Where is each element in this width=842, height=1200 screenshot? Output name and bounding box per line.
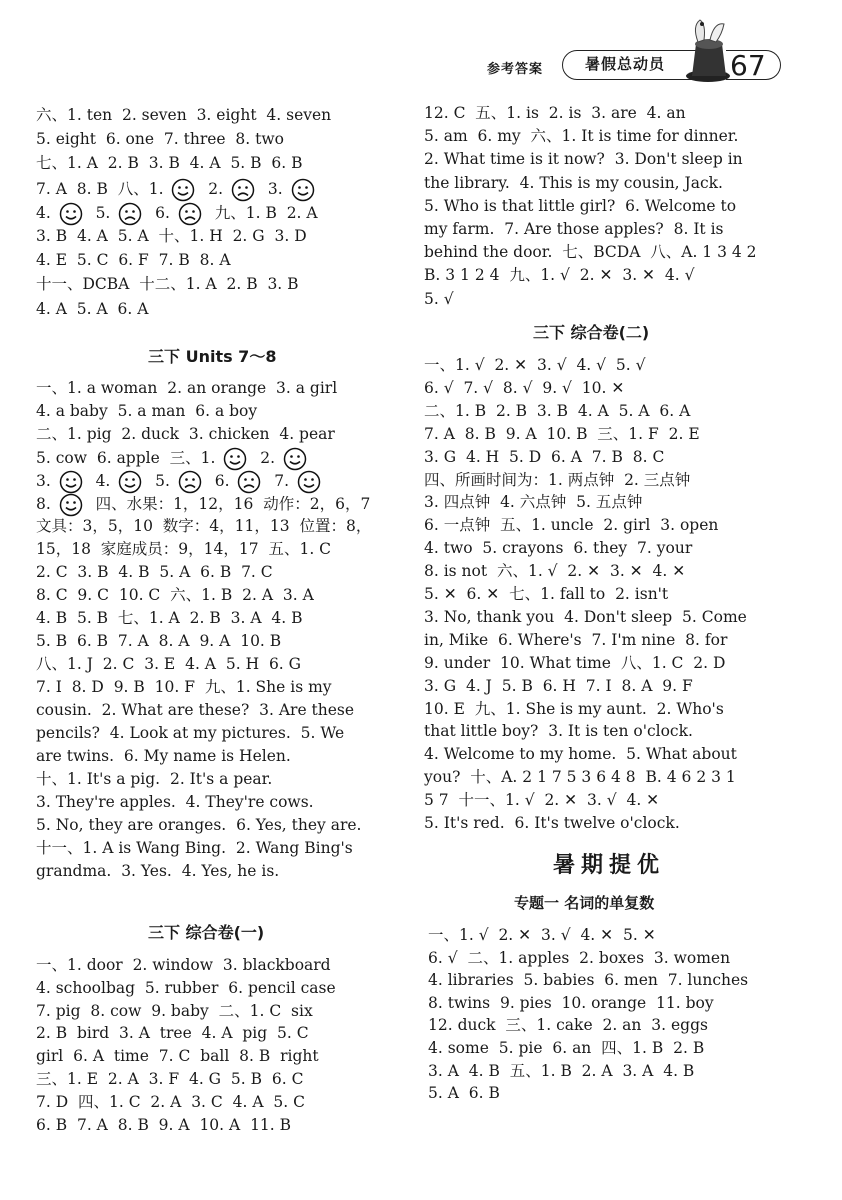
answer-line: 十一、DCBA 十二、1. A 2. B 3. B xyxy=(36,275,299,294)
answer-text: 8. xyxy=(36,495,56,513)
frown-face-icon xyxy=(178,202,202,226)
smiley-face-icon xyxy=(283,447,307,471)
answer-line: 3. G 4. J 5. B 6. H 7. I 8. A 9. F xyxy=(424,676,693,695)
smiley-face-icon xyxy=(59,493,83,517)
answer-line: 5. Who is that little girl? 6. Welcome to xyxy=(424,196,737,215)
answer-line: are twins. 6. My name is Helen. xyxy=(36,747,291,765)
answer-text: 2. xyxy=(198,179,229,198)
answer-line: 5. ✕ 6. ✕ 七、1. fall to 2. isn't xyxy=(424,585,669,603)
smiley-face-icon xyxy=(59,202,83,226)
section-title-summer: 暑期提优 xyxy=(553,853,666,878)
answer-line: 15，18 家庭成员：9，14，17 五、1. C xyxy=(36,540,332,558)
answer-text: 5. xyxy=(145,472,175,490)
answer-line: 6. 一点钟 五、1. uncle 2. girl 3. open xyxy=(424,516,719,535)
header-label: 参考答案 xyxy=(487,62,544,77)
section-title-exam-1: 三下 综合卷(一) xyxy=(148,923,265,942)
answer-line: 8. C 9. C 10. C 六、1. B 2. A 3. A xyxy=(36,586,314,604)
page-number: 67 xyxy=(726,50,781,80)
answer-line: behind the door. 七、BCDA 八、A. 1 3 4 2 xyxy=(424,243,757,262)
answer-line: 5. A 6. B xyxy=(428,1084,500,1103)
answer-line: my farm. 7. Are those apples? 8. It is xyxy=(424,220,724,238)
answer-line xyxy=(36,178,318,202)
answer-line: 4. A 5. A 6. A xyxy=(36,299,149,318)
answer-text: 5. xyxy=(85,203,116,222)
answer-line: 3. A 4. B 五、1. B 2. A 3. A 4. B xyxy=(428,1061,695,1080)
answer-line: 3. No, thank you 4. Don't sleep 5. Come xyxy=(424,607,747,626)
answer-line: 2. C 3. B 4. B 5. A 6. B 7. C xyxy=(36,563,273,581)
answer-line: 4. a baby 5. a man 6. a boy xyxy=(36,402,258,420)
answer-line: 8. twins 9. pies 10. orange 11. boy xyxy=(428,993,714,1012)
answer-line: 4. some 5. pie 6. an 四、1. B 2. B xyxy=(428,1039,705,1057)
section-title-units-7-8: 三下 Units 7～8 xyxy=(148,347,277,366)
answer-line xyxy=(36,447,310,471)
smiley-face-icon xyxy=(223,447,247,471)
answer-line: 7. I 8. D 9. B 10. F 九、1. She is my xyxy=(36,678,332,696)
answer-line: 2. What time is it now? 3. Don't sleep in xyxy=(424,150,743,169)
answer-line xyxy=(36,202,318,226)
answer-line: 4. Welcome to my home. 5. What about xyxy=(424,745,737,764)
answer-line xyxy=(36,470,324,494)
frown-face-icon xyxy=(231,178,255,202)
answer-line: cousin. 2. What are these? 3. Are these xyxy=(36,701,355,719)
answer-line xyxy=(36,493,370,517)
answer-line: 一、1. door 2. window 3. blackboard xyxy=(36,956,331,974)
answer-line: 二、1. B 2. B 3. B 4. A 5. A 6. A xyxy=(424,401,691,420)
answer-text: 4. xyxy=(85,472,116,490)
answer-line: 6. B 7. A 8. B 9. A 10. A 11. B xyxy=(36,1115,292,1134)
answer-line: the library. 4. This is my cousin, Jack. xyxy=(424,173,723,192)
smiley-face-icon xyxy=(118,470,142,494)
answer-line: pencils? 4. Look at my pictures. 5. We xyxy=(36,724,345,742)
answer-line: girl 6. A time 7. C ball 8. B right xyxy=(36,1047,319,1066)
answer-line: 7. A 8. B 9. A 10. B 三、1. F 2. E xyxy=(424,424,700,443)
answer-line: 3. G 4. H 5. D 6. A 7. B 8. C xyxy=(424,447,665,466)
answer-line: 12. duck 三、1. cake 2. an 3. eggs xyxy=(428,1016,708,1035)
smiley-face-icon xyxy=(59,470,83,494)
answer-text: 2. xyxy=(250,449,280,467)
answer-line: 十一、1. A is Wang Bing. 2. Wang Bing's xyxy=(36,839,353,857)
answer-line: 十、1. It's a pig. 2. It's a pear. xyxy=(36,770,273,788)
answer-line: 四、所画时间为：1. 两点钟 2. 三点钟 xyxy=(424,470,691,489)
answer-line: 4. two 5. crayons 6. they 7. your xyxy=(424,539,693,558)
answer-line: 4. schoolbag 5. rubber 6. pencil case xyxy=(36,978,336,997)
answer-text: 3. xyxy=(36,472,56,490)
answer-line: 5. am 6. my 六、1. It is time for dinner. xyxy=(424,127,739,146)
smiley-face-icon xyxy=(291,178,315,202)
answer-line: 八、1. J 2. C 3. E 4. A 5. H 6. G xyxy=(36,655,302,673)
answer-line: 七、1. A 2. B 3. B 4. A 5. B 6. B xyxy=(36,154,303,173)
answer-line: 8. is not 六、1. √ 2. ✕ 3. ✕ 4. ✕ xyxy=(424,562,686,581)
smiley-face-icon xyxy=(297,470,321,494)
answer-line: 7. D 四、1. C 2. A 3. C 4. A 5. C xyxy=(36,1092,305,1111)
smiley-face-icon xyxy=(171,178,195,202)
answer-line: 一、1. √ 2. ✕ 3. √ 4. ✕ 5. ✕ xyxy=(428,926,656,944)
section-title-topic-1: 专题一 名词的单复数 xyxy=(514,894,655,912)
answer-line: 4. B 5. B 七、1. A 2. B 3. A 4. B xyxy=(36,609,303,627)
answer-line: 3. 四点钟 4. 六点钟 5. 五点钟 xyxy=(424,493,643,512)
frown-face-icon xyxy=(118,202,142,226)
answer-line: 4. E 5. C 6. F 7. B 8. A xyxy=(36,251,231,270)
answer-line: 10. E 九、1. She is my aunt. 2. Who's xyxy=(424,699,724,718)
answer-line: 3. They're apples. 4. They're cows. xyxy=(36,793,314,811)
answer-line: 5. It's red. 6. It's twelve o'clock. xyxy=(424,814,680,832)
answer-line: 9. under 10. What time 八、1. C 2. D xyxy=(424,653,726,672)
answer-line: B. 3 1 2 4 九、1. √ 2. ✕ 3. ✕ 4. √ xyxy=(424,266,695,285)
frown-face-icon xyxy=(237,470,261,494)
answer-line: 2. B bird 3. A tree 4. A pig 5. C xyxy=(36,1024,309,1043)
answer-text: 5. cow 6. apple 三、1. xyxy=(36,449,221,467)
answer-text: 6. xyxy=(204,472,235,490)
answer-line: 3. B 4. A 5. A 十、1. H 2. G 3. D xyxy=(36,227,307,245)
answer-line: 三、1. E 2. A 3. F 4. G 5. B 6. C xyxy=(36,1070,304,1088)
answer-line: 一、1. √ 2. ✕ 3. √ 4. √ 5. √ xyxy=(424,356,646,374)
frown-face-icon xyxy=(178,470,202,494)
answer-line: 一、1. a woman 2. an orange 3. a girl xyxy=(36,379,338,397)
answer-text: 7. xyxy=(264,472,295,490)
answer-line: 5. B 6. B 7. A 8. A 9. A 10. B xyxy=(36,632,282,650)
answer-line: 6. √ 7. √ 8. √ 9. √ 10. ✕ xyxy=(424,378,625,397)
answer-line: 5. No, they are oranges. 6. Yes, they are. xyxy=(36,816,362,834)
answer-line: 六、1. ten 2. seven 3. eight 4. seven xyxy=(36,106,332,124)
answer-text: 7. A 8. B 八、1. xyxy=(36,179,169,198)
answer-line: that little boy? 3. It is ten o'clock. xyxy=(424,722,693,741)
section-title-exam-2: 三下 综合卷(二) xyxy=(533,323,650,342)
answer-text: 四、水果：1，12，16 动作：2，6，7 xyxy=(85,495,371,513)
answer-line: 文具：3，5，10 数字：4，11，13 位置：8， xyxy=(36,517,372,535)
answer-line: you? 十、A. 2 1 7 5 3 6 4 8 B. 4 6 2 3 1 xyxy=(424,768,736,787)
answer-line: 5. eight 6. one 7. three 8. two xyxy=(36,130,284,149)
answer-line: 二、1. pig 2. duck 3. chicken 4. pear xyxy=(36,425,335,443)
answer-line: 7. pig 8. cow 9. baby 二、1. C six xyxy=(36,1001,313,1020)
answer-line: in, Mike 6. Where's 7. I'm nine 8. for xyxy=(424,630,728,649)
answer-text: 6. xyxy=(145,203,175,222)
answer-line: 12. C 五、1. is 2. is 3. are 4. an xyxy=(424,104,686,122)
answer-line: 5. √ xyxy=(424,289,454,308)
answer-line: grandma. 3. Yes. 4. Yes, he is. xyxy=(36,862,280,880)
header-banner-text: 暑假总动员 xyxy=(585,55,666,73)
answer-text: 4. xyxy=(36,203,56,222)
answer-line: 6. √ 二、1. apples 2. boxes 3. women xyxy=(428,948,731,967)
answer-text: 3. xyxy=(258,179,288,198)
answer-line: 4. libraries 5. babies 6. men 7. lunches xyxy=(428,971,749,990)
answer-text: 九、1. B 2. A xyxy=(204,203,318,222)
answer-line: 5 7 十一、1. √ 2. ✕ 3. √ 4. ✕ xyxy=(424,791,660,810)
